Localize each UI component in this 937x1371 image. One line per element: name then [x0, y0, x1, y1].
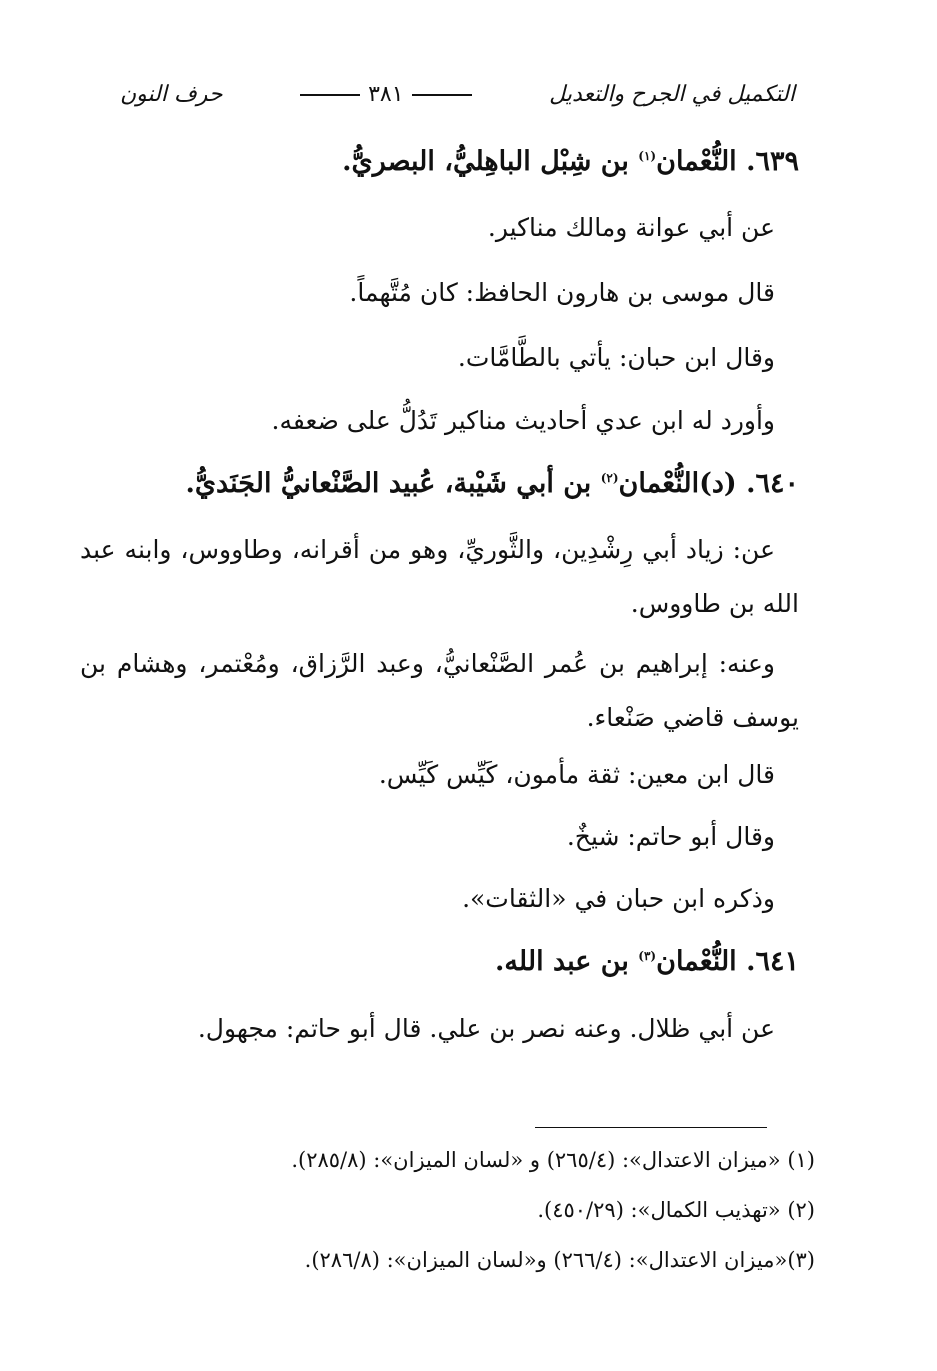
- entry-title-639: [342, 146, 799, 177]
- entry-title-640: [185, 468, 799, 499]
- entry-line: وقال ابن حبان: يأتي بالطَّامَّات.: [457, 343, 775, 372]
- entry-paragraph: وعنه: إبراهيم بن عُمر الصَّنْعانيُّ، وعبد الرَّزاق، ومُعْتمر، وهشام بن يوسف قاضي صَنْعاء.: [80, 649, 799, 732]
- entry-line: وأورد له ابن عدي أحاديث مناكير تَدُلُّ على ضعفه.: [271, 406, 775, 435]
- header-book-title: التكميل في الجرح والتعديل: [549, 82, 795, 107]
- entry-line: عن أبي عوانة ومالك مناكير.: [487, 213, 775, 242]
- footnote: (١) «ميزان الاعتدال»: (٢٦٥/٤) و «لسان الميزان»: (٢٨٥/٨).: [291, 1148, 815, 1172]
- header-page-number: [292, 82, 479, 107]
- footnote-separator: [535, 1127, 767, 1128]
- entry-paragraph: عن: زياد أبي رِشْدِين، والثَّوريِّ، وهو من أقرانه، وطاووس، وابنه عبد الله بن طاووس.: [80, 535, 799, 618]
- entry-name: ٦٤٠. (د)النُّعْمان: [618, 468, 799, 499]
- header-dash: [300, 94, 360, 96]
- running-header: [120, 82, 795, 107]
- entry-line: عن أبي ظلال. وعنه نصر بن علي. قال أبو حاتم: مجهول.: [197, 1014, 775, 1043]
- entry-line: وقال أبو حاتم: شيخٌ.: [566, 822, 775, 851]
- entry-line: قال موسى بن هارون الحافظ: كان مُتَّهماً.: [349, 278, 775, 307]
- footnote-ref: (٢): [600, 471, 619, 485]
- entry-line: وذكره ابن حبان في «الثقات».: [462, 884, 775, 913]
- footnote-ref: (٣): [638, 949, 657, 963]
- footnote: (٢) «تهذيب الكمال»: (٤٥٠/٢٩).: [537, 1198, 815, 1222]
- entry-name-rest: بن عبد الله.: [495, 946, 629, 977]
- footnote-ref: (١): [638, 149, 657, 163]
- page-number: ٣٨١: [368, 82, 404, 107]
- footnote: (٣)«ميزان الاعتدال»: (٢٦٦/٤) و«لسان الميزان»: (٢٨٦/٨).: [304, 1248, 815, 1272]
- header-chapter-title: حرف النون: [120, 82, 223, 107]
- entry-name: ٦٣٩. النُّعْمان: [656, 146, 799, 177]
- header-dash: [412, 94, 472, 96]
- entry-line: قال ابن معين: ثقة مأمون، كَيِّس كَيِّس.: [378, 760, 775, 789]
- entry-name-rest: بن شِبْل الباهِليُّ، البصريُّ.: [342, 146, 629, 177]
- entry-name-rest: بن أبي شَيْبة، عُبيد الصَّنْعانيُّ الجَنَديُّ.: [185, 468, 592, 499]
- entry-name: ٦٤١. النُّعْمان: [656, 946, 799, 977]
- entry-title-641: [495, 946, 799, 977]
